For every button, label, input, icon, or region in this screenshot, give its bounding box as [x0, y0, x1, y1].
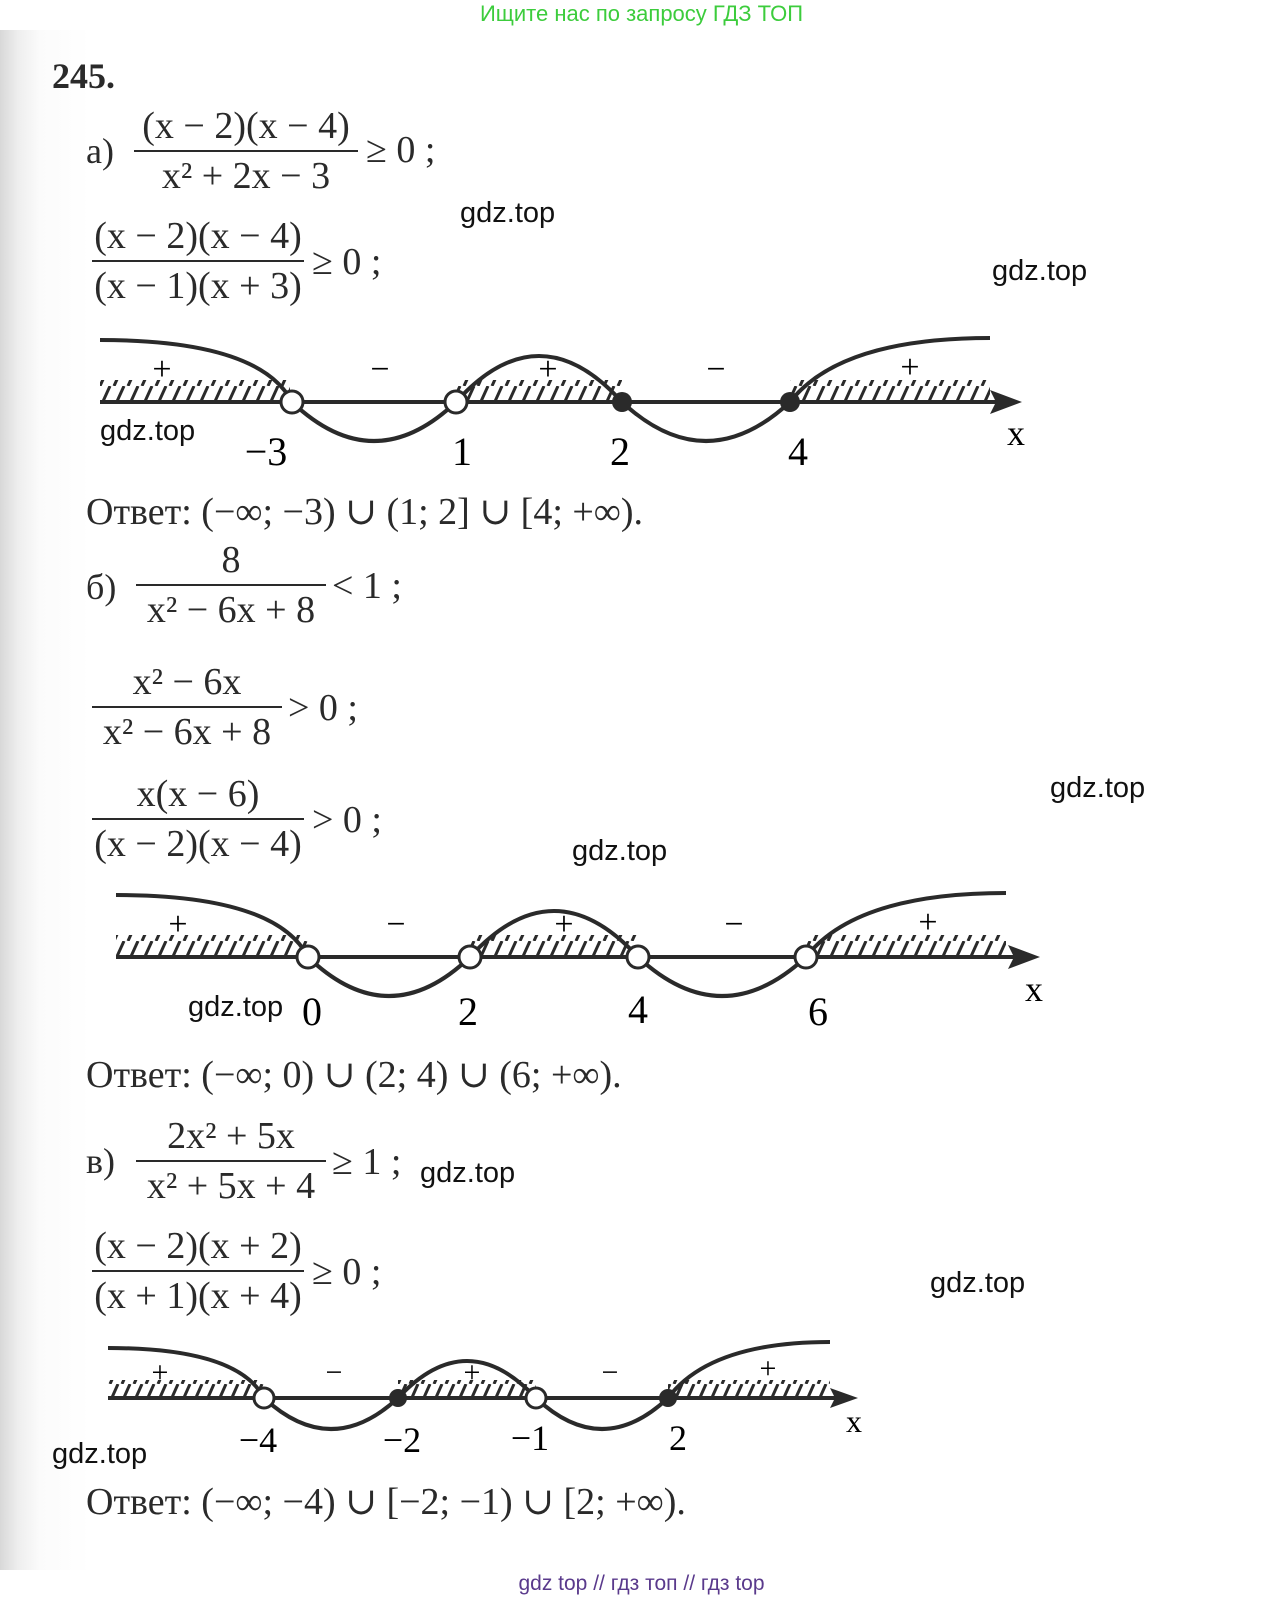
- part-a-fraction-1-denominator: x² + 2x − 3: [161, 155, 331, 197]
- sign-label: +: [554, 906, 574, 943]
- fraction-bar: [92, 706, 282, 708]
- watermark-text: gdz.top: [572, 835, 668, 867]
- sign-label: +: [759, 1352, 777, 1385]
- open-point: [526, 1388, 546, 1408]
- part-c-relation-2: ≥ 0 ;: [312, 1251, 382, 1293]
- part-b-fraction-2: [92, 660, 282, 754]
- point-label: −1: [510, 1418, 550, 1458]
- part-a-relation-2: ≥ 0 ;: [312, 241, 382, 283]
- part-a-fraction-2-numerator: (x − 2)(x − 4): [94, 215, 302, 257]
- axis-label: x: [846, 1403, 862, 1439]
- watermark-text: gdz.top: [1050, 772, 1146, 804]
- point-label: 4: [628, 987, 648, 1032]
- filled-point: [389, 1389, 407, 1407]
- bottom-banner: gdz top // гдз топ // гдз top: [518, 1572, 765, 1595]
- watermark-text: gdz.top: [930, 1267, 1026, 1299]
- sign-label: +: [900, 349, 920, 386]
- sign-label: −: [601, 1356, 619, 1389]
- point-label: −3: [244, 429, 288, 474]
- point-label: 1: [452, 429, 472, 474]
- part-b-fraction-3: [92, 772, 304, 866]
- point-label: 6: [808, 989, 828, 1034]
- axis-label: x: [1025, 969, 1043, 1009]
- watermark-text: gdz.top: [420, 1157, 516, 1189]
- sign-label: +: [463, 1356, 481, 1389]
- filled-point: [659, 1389, 677, 1407]
- part-b-relation-3: > 0 ;: [312, 799, 382, 841]
- fraction-bar: [92, 1270, 304, 1272]
- point-label: 2: [669, 1418, 687, 1458]
- fraction-bar: [92, 260, 304, 262]
- part-b-fraction-1-numerator: 8: [221, 539, 241, 581]
- shaded-interval: [116, 935, 308, 957]
- shaded-interval: [108, 1380, 264, 1398]
- part-b-fraction-2-denominator: x² − 6x + 8: [102, 711, 272, 753]
- shaded-interval: [806, 935, 1006, 957]
- part-c-fraction-2: [92, 1224, 304, 1318]
- point-label: 0: [302, 989, 322, 1034]
- filled-point: [612, 392, 632, 412]
- open-point: [445, 391, 467, 413]
- sign-label: +: [168, 906, 188, 943]
- open-point: [254, 1388, 274, 1408]
- point-label: −4: [238, 1420, 278, 1460]
- part-a-fraction-1: [134, 104, 358, 198]
- part-a-answer: Ответ: (−∞; −3) ∪ (1; 2] ∪ [4; +∞).: [86, 491, 644, 533]
- part-b-number-line: [0, 875, 1100, 1040]
- part-b-fraction-1: [136, 538, 326, 632]
- sign-curve: [264, 1398, 398, 1429]
- sign-label: −: [370, 351, 390, 388]
- problem-number: 245.: [52, 56, 115, 96]
- point-label: 2: [458, 989, 478, 1034]
- fraction-bar: [136, 584, 326, 586]
- sign-label: +: [151, 1356, 169, 1389]
- filled-point: [780, 392, 800, 412]
- part-c-relation-1: ≥ 1 ;: [332, 1141, 402, 1183]
- sign-label: +: [538, 351, 558, 388]
- part-a-fraction-2-denominator: (x − 1)(x + 3): [94, 265, 302, 307]
- watermark-text: gdz.top: [188, 991, 284, 1023]
- sign-curve: [292, 402, 456, 441]
- part-c-fraction-1: [136, 1114, 326, 1208]
- watermark-text: gdz.top: [100, 415, 196, 447]
- sign-curve: [638, 957, 806, 996]
- part-a-label: а): [86, 131, 114, 171]
- shaded-interval: [790, 380, 990, 402]
- part-c-fraction-2-numerator: (x − 2)(x + 2): [94, 1225, 302, 1267]
- part-b-relation-1: < 1 ;: [332, 565, 402, 607]
- part-c-answer: Ответ: (−∞; −4) ∪ [−2; −1) ∪ [2; +∞).: [86, 1481, 686, 1523]
- sign-curve: [308, 957, 470, 996]
- axis-label: x: [1007, 413, 1025, 453]
- part-b-answer: Ответ: (−∞; 0) ∪ (2; 4) ∪ (6; +∞).: [86, 1054, 622, 1096]
- part-b-fraction-3-numerator: x(x − 6): [136, 773, 260, 815]
- part-c-fraction-2-denominator: (x + 1)(x + 4): [94, 1275, 302, 1317]
- open-point: [281, 391, 303, 413]
- part-a-relation-1: ≥ 0 ;: [366, 129, 436, 171]
- part-c-label: в): [86, 1141, 115, 1181]
- part-b-label: б): [86, 567, 117, 607]
- sign-label: +: [152, 351, 172, 388]
- watermark-text: gdz.top: [460, 197, 556, 229]
- sign-label: −: [706, 351, 726, 388]
- part-b-fraction-2-numerator: x² − 6x: [132, 661, 242, 703]
- sign-curve: [622, 402, 790, 441]
- open-point: [459, 946, 481, 968]
- part-a-number-line: [0, 320, 1100, 480]
- point-label: 2: [610, 429, 630, 474]
- part-b-fraction-1-denominator: x² − 6x + 8: [146, 589, 316, 631]
- open-point: [297, 946, 319, 968]
- part-c-fraction-1-numerator: 2x² + 5x: [167, 1115, 295, 1157]
- top-banner: Ищите нас по запросу ГДЗ ТОП: [479, 1, 804, 26]
- fraction-bar: [134, 150, 358, 152]
- fraction-bar: [136, 1160, 326, 1162]
- point-label: −2: [382, 1420, 422, 1460]
- sign-label: −: [325, 1356, 343, 1389]
- part-a-fraction-2: [92, 214, 304, 308]
- part-b-relation-2: > 0 ;: [288, 687, 358, 729]
- sign-label: −: [386, 906, 406, 943]
- part-b-fraction-3-denominator: (x − 2)(x − 4): [94, 823, 302, 865]
- part-a-fraction-1-numerator: (x − 2)(x − 4): [142, 105, 350, 147]
- open-point: [627, 946, 649, 968]
- watermark-text: gdz.top: [992, 255, 1088, 287]
- part-c-fraction-1-denominator: x² + 5x + 4: [146, 1165, 316, 1207]
- sign-label: −: [724, 906, 744, 943]
- watermark-text: gdz.top: [52, 1438, 148, 1470]
- sign-label: +: [918, 904, 938, 941]
- open-point: [795, 946, 817, 968]
- shaded-interval: [100, 380, 290, 402]
- sign-curve: [536, 1398, 668, 1429]
- shaded-interval: [668, 1380, 830, 1398]
- fraction-bar: [92, 818, 304, 820]
- point-label: 4: [788, 429, 808, 474]
